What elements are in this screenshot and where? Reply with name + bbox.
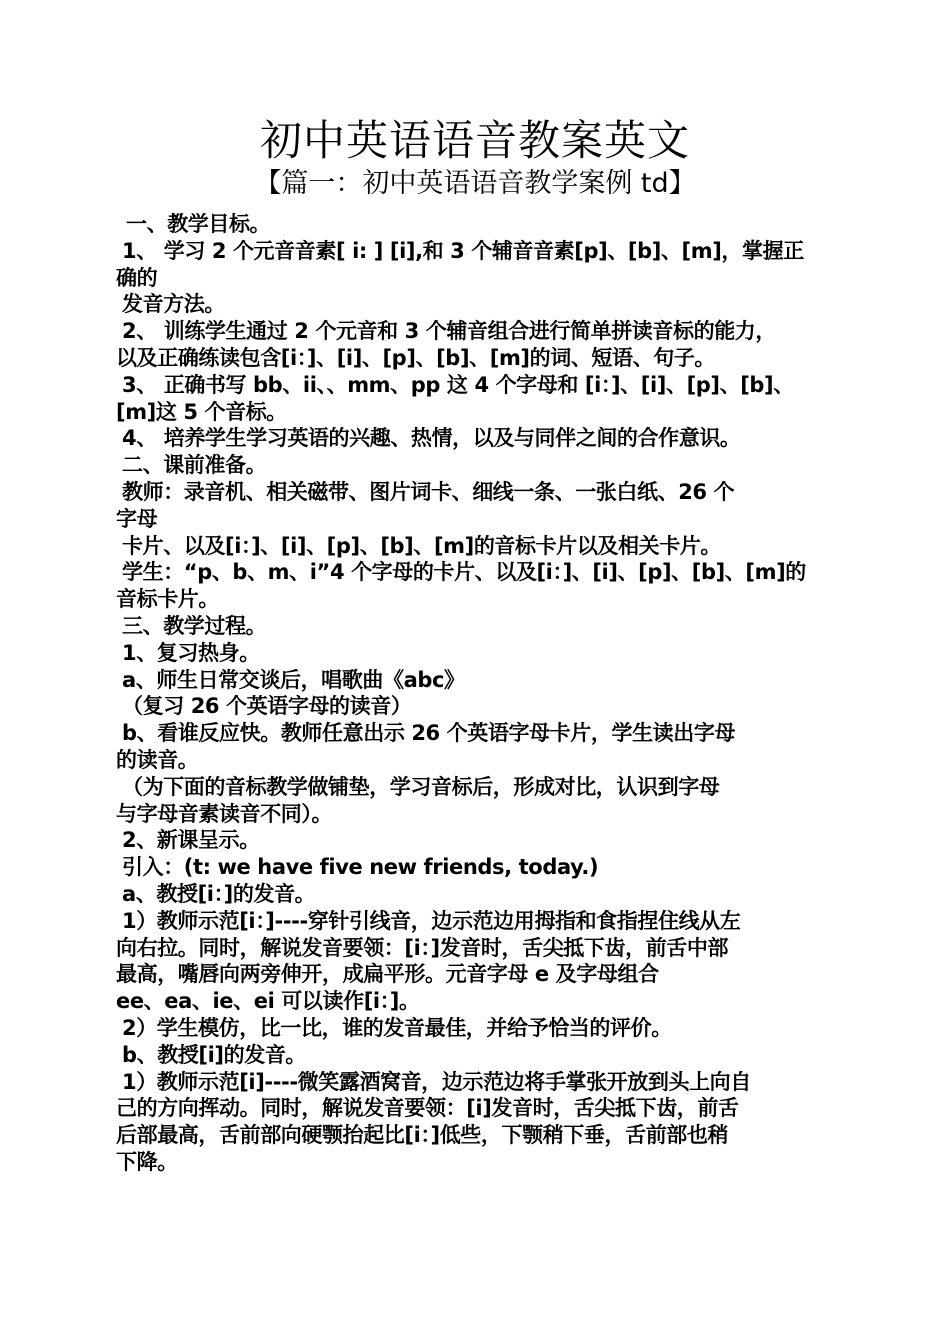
text-line: 下降。: [116, 1149, 178, 1174]
text-line: 4、 培养学生学习英语的兴趣、热情，以及与同伴之间的合作意识。: [122, 426, 741, 451]
text-line: 确的: [116, 265, 158, 290]
text-line: （为下面的音标教学做铺垫，学习音标后，形成对比，认识到字母: [122, 774, 720, 799]
text-line: 2、新课呈示。: [122, 828, 260, 853]
text-line: ee、ea、ie、ei 可以读作[i：]。: [116, 989, 420, 1014]
text-line: 发音方法。: [122, 292, 225, 317]
text-line: 1、 学习 2 个元音音素[ i: ] [i],和 3 个辅音音素[p]、[b]、[m]，掌握正: [122, 238, 804, 263]
text-line: 音标卡片。: [116, 587, 219, 612]
text-line: [m]这 5 个音标。: [116, 399, 287, 424]
text-line: b、教授[i]的发音。: [122, 1042, 307, 1067]
text-line: a、师生日常交谈后，唱歌曲《abc》: [122, 667, 465, 692]
text-line: 引入：(t: we have five new friends, today.): [122, 855, 599, 880]
text-line: 学生：“p、b、m、i”4 个字母的卡片、以及[i：]、[i]、[p]、[b]、[m]的: [122, 560, 806, 585]
text-line: 三、教学过程。: [122, 613, 267, 638]
text-line: 的读音。: [116, 747, 199, 772]
text-line: 卡片、以及[i：]、[i]、[p]、[b]、[m]的音标卡片以及相关卡片。: [122, 533, 722, 558]
text-line: b、看谁反应快。教师任意出示 26 个英语字母卡片，学生读出字母: [122, 721, 736, 746]
text-line: 2）学生模仿，比一比，谁的发音最佳，并给予恰当的评价。: [122, 1015, 672, 1040]
text-line: 二、课前准备。: [122, 453, 267, 478]
text-line: 1、复习热身。: [122, 640, 260, 665]
text-line: 以及正确练读包含[i：]、[i]、[p]、[b]、[m]的词、短语、句子。: [116, 345, 716, 370]
text-line: 教师：录音机、相关磁带、图片词卡、细线一条、一张白纸、26 个: [122, 479, 735, 504]
text-line: 后部最高，舌前部向硬颚抬起比[i：]低些，下颚稍下垂，舌前部也稍: [116, 1123, 729, 1148]
text-line: a、教授[i：]的发音。: [122, 881, 316, 906]
page-subtitle: 【篇一：初中英语语音教学案例 td】: [254, 168, 696, 199]
text-line: 2、 训练学生通过 2 个元音和 3 个辅音组合进行简单拼读音标的能力，: [122, 319, 776, 344]
text-line: 与字母音素读音不同）。: [116, 801, 333, 826]
page-title: 初中英语语音教案英文: [259, 116, 690, 165]
text-line: 一、教学目标。: [126, 212, 271, 236]
text-line: 1）教师示范[i：]----穿针引线音，边示范边用拇指和食指捏住线从左: [122, 908, 741, 933]
text-line: 1）教师示范[i]----微笑露酒窝音，边示范边将手掌张开放到头上向自: [122, 1069, 751, 1094]
text-line: 己的方向挥动。同时，解说发音要领：[i]发音时，舌尖抵下齿，前舌: [116, 1096, 739, 1121]
document-body: [116, 211, 846, 1176]
text-line: 字母: [116, 506, 158, 531]
text-line: 3、 正确书写 bb、ii、、mm、pp 这 4 个字母和 [i：]、[i]、[p]、[b]、: [122, 372, 794, 397]
text-line: 向右拉。同时，解说发音要领：[i：]发音时，舌尖抵下齿，前舌中部: [116, 935, 729, 960]
text-line: 最高，嘴唇向两旁伸开，成扁平形。元音字母 e 及字母组合: [116, 962, 659, 987]
text-line: （复习 26 个英语字母的读音）: [122, 694, 412, 719]
